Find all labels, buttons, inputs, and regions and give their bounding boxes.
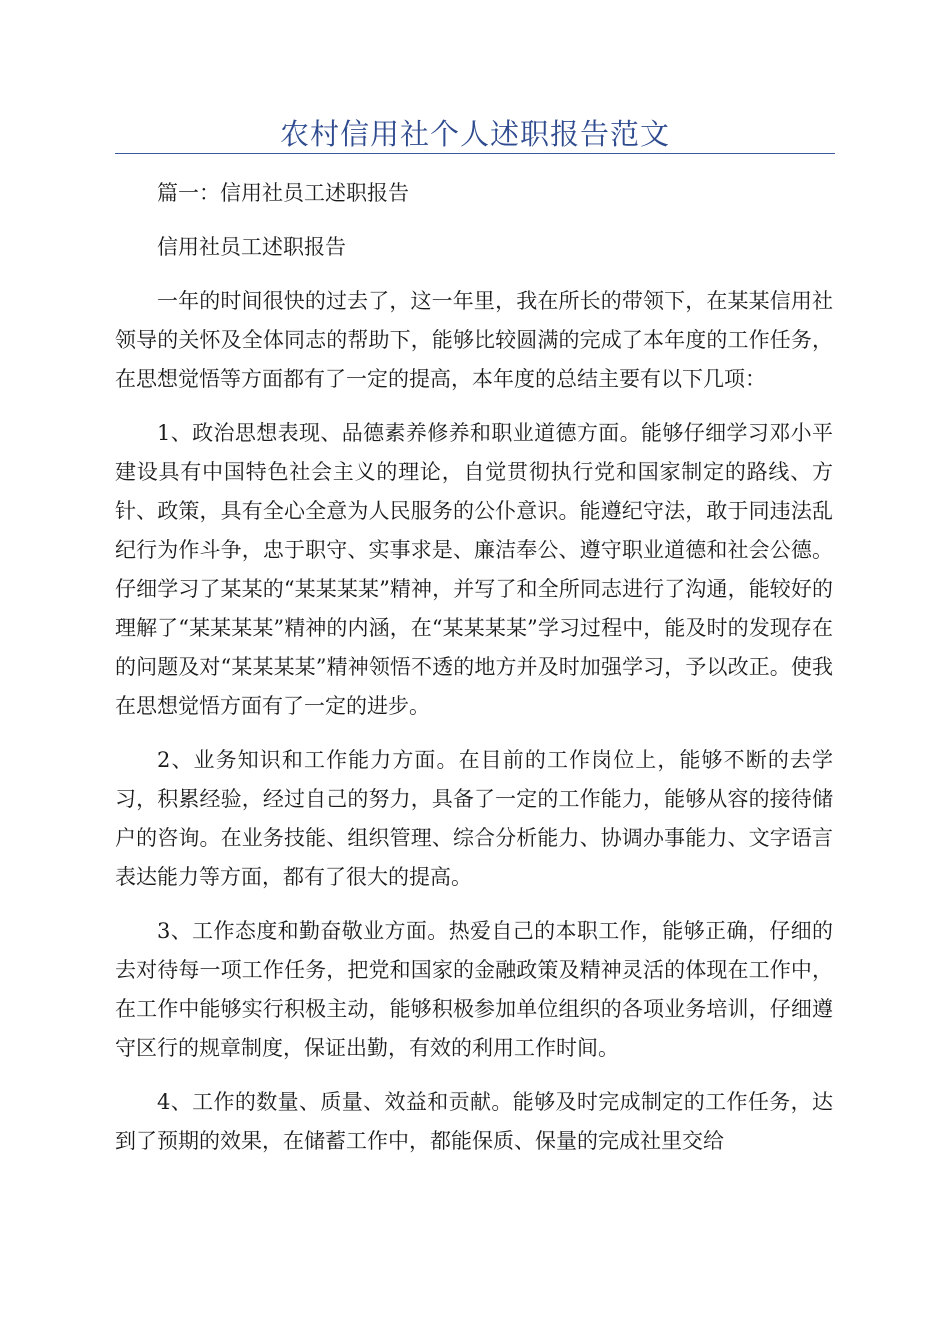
title-underline — [115, 153, 835, 154]
document-body — [115, 174, 833, 1176]
paragraph-item-3: 3、工作态度和勤奋敬业方面。热爱自己的本职工作，能够正确，仔细的去对待每一项工作任务，把党和国家的金融政策及精神灵活的体现在工作中，在工作中能够实行积极主动，能够积极参加单位组织的各项业务培训，仔细遵守区行的规章制度，保证出勤，有效的利用工作时间。 — [115, 919, 833, 1060]
paragraph-item-2: 2、业务知识和工作能力方面。在目前的工作岗位上，能够不断的去学习，积累经验，经过自己的努力，具备了一定的工作能力，能够从容的接待储户的咨询。在业务技能、组织管理、综合分析能力、协调办事能力、文字语言表达能力等方面，都有了很大的提高。 — [115, 748, 833, 889]
paragraph-item-4: 4、工作的数量、质量、效益和贡献。能够及时完成制定的工作任务，达到了预期的效果，在储蓄工作中，都能保质、保量的完成社里交给 — [115, 1090, 833, 1153]
document-title: 农村信用社个人述职报告范文 — [279, 117, 670, 151]
paragraph-intro: 一年的时间很快的过去了，这一年里，我在所长的带领下，在某某信用社领导的关怀及全体同志的帮助下，能够比较圆满的完成了本年度的工作任务，在思想觉悟等方面都有了一定的提高，本年度的总结主要有以下几项： — [115, 289, 833, 391]
section-heading: 篇一：信用社员工述职报告 — [157, 181, 409, 205]
paragraph-item-1: 1、政治思想表现、品德素养修养和职业道德方面。能够仔细学习邓小平建设具有中国特色社会主义的理论，自觉贯彻执行党和国家制定的路线、方针、政策，具有全心全意为人民服务的公仆意识。能遵纪守法，敢于同违法乱纪行为作斗争，忠于职守、实事求是、廉洁奉公、遵守职业道德和社会公德。仔细学习了某某的“某某某某”精神，并写了和全所同志进行了沟通，能较好的理解了“某某某某”精神的内涵，在“某某某某”学习过程中，能及时的发现存在的问题及对“某某某某”精神领悟不透的地方并及时加强学习，予以改正。使我在思想觉悟方面有了一定的进步。 — [115, 421, 833, 718]
report-subtitle: 信用社员工述职报告 — [157, 235, 346, 259]
